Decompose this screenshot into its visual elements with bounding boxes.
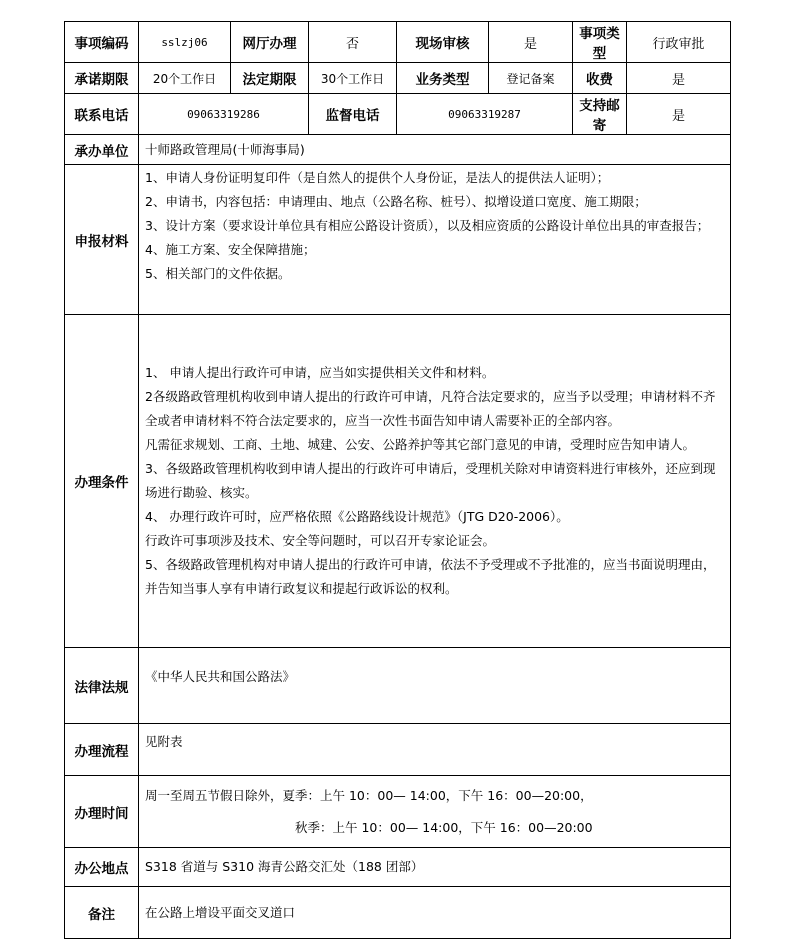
- item-code-value: sslzj06: [139, 22, 231, 63]
- biz-value: 登记备案: [489, 63, 573, 94]
- service-info-table: [64, 21, 731, 939]
- conditions-item: 1、 申请人提出行政许可申请，应当如实提供相关文件和材料。: [145, 365, 495, 380]
- type-label: 事项类型: [573, 22, 627, 63]
- legal-label: 法定期限: [231, 63, 309, 94]
- hours-line-autumn: 秋季：上午 10：00— 14:00，下午 16：00—20:00: [295, 819, 593, 835]
- materials-list: [139, 165, 731, 315]
- onsite-value: 是: [489, 22, 573, 63]
- onsite-label: 现场审核: [397, 22, 489, 63]
- conditions-item: 行政许可事项涉及技术、安全等问题时，可以召开专家论证会。: [145, 533, 496, 548]
- legal-value: 30个工作日: [309, 63, 397, 94]
- materials-item: 2、申请书，内容包括：申请理由、地点（公路名称、桩号）、拟增设道口宽度、施工期限；: [145, 194, 647, 209]
- mail-label: 支持邮寄: [573, 94, 627, 135]
- conditions-item: 4、 办理行政许可时，应严格依照《公路路线设计规范》（JTG D20-2006）。: [145, 509, 569, 524]
- row-deadline: [65, 63, 731, 94]
- law-value: 《中华人民共和国公路法》: [139, 648, 731, 724]
- row-address: [65, 848, 731, 887]
- mail-value: 是: [627, 94, 731, 135]
- department-label: 承办单位: [65, 135, 139, 165]
- row-law: [65, 648, 731, 724]
- conditions-item: 5、各级路政管理机构对申请人提出的行政许可申请，依法不予受理或不予批准的，应当书面说明理由，并告知当事人享有申请行政复议和提起行政诉讼的权利。: [145, 557, 716, 596]
- row-phone: [65, 94, 731, 135]
- row-process: [65, 724, 731, 776]
- row-note: [65, 887, 731, 939]
- address-value: S318 省道与 S310 海青公路交汇处（188 团部）: [139, 848, 731, 887]
- conditions-item: 3、各级路政管理机构收到申请人提出的行政许可申请后，受理机关除对申请资料进行审核外，还应到现场进行勘验、核实。: [145, 461, 716, 500]
- row-conditions: [65, 315, 731, 648]
- conditions-item: 2各级路政管理机构收到申请人提出的行政许可申请，凡符合法定要求的，应当予以受理；申请材料不齐全或者申请材料不符合法定要求的，应当一次性书面告知申请人需要补正的全部内容。: [145, 389, 716, 428]
- process-label: 办理流程: [65, 724, 139, 776]
- row-materials: [65, 165, 731, 315]
- conditions-item: 凡需征求规划、工商、土地、城建、公安、公路养护等其它部门意见的申请，受理时应告知申请人。: [145, 437, 696, 452]
- process-value: 见附表: [139, 724, 731, 776]
- promised-value: 20个工作日: [139, 63, 231, 94]
- promised-label: 承诺期限: [65, 63, 139, 94]
- note-value: 在公路上增设平面交叉道口: [139, 887, 731, 939]
- materials-item: 5、相关部门的文件依据。: [145, 266, 291, 281]
- hours-label: 办理时间: [65, 776, 139, 848]
- row-item-code: [65, 22, 731, 63]
- address-label: 办公地点: [65, 848, 139, 887]
- phone-label: 联系电话: [65, 94, 139, 135]
- materials-item: 3、设计方案（要求设计单位具有相应公路设计资质），以及相应资质的公路设计单位出具的审查报告；: [145, 218, 710, 233]
- materials-item: 1、申请人身份证明复印件（是自然人的提供个人身份证，是法人的提供法人证明）；: [145, 170, 610, 185]
- note-label: 备注: [65, 887, 139, 939]
- conditions-label: 办理条件: [65, 315, 139, 648]
- hours-value: [139, 776, 731, 848]
- law-label: 法律法规: [65, 648, 139, 724]
- supervision-phone-label: 监督电话: [309, 94, 397, 135]
- row-department: [65, 135, 731, 165]
- department-value: 十师路政管理局(十师海事局): [139, 135, 731, 165]
- item-code-label: 事项编码: [65, 22, 139, 63]
- type-value: 行政审批: [627, 22, 731, 63]
- fee-value: 是: [627, 63, 731, 94]
- fee-label: 收费: [573, 63, 627, 94]
- online-label: 网厅办理: [231, 22, 309, 63]
- hours-line-summer: 周一至周五节假日除外，夏季：上午 10：00— 14:00，下午 16：00—20:00，: [145, 787, 593, 803]
- materials-item: 4、施工方案、安全保障措施；: [145, 242, 316, 257]
- materials-label: 申报材料: [65, 165, 139, 315]
- supervision-phone-value: 09063319287: [397, 94, 573, 135]
- biz-label: 业务类型: [397, 63, 489, 94]
- conditions-list: [139, 315, 731, 648]
- online-value: 否: [309, 22, 397, 63]
- phone-value: 09063319286: [139, 94, 309, 135]
- row-hours: [65, 776, 731, 848]
